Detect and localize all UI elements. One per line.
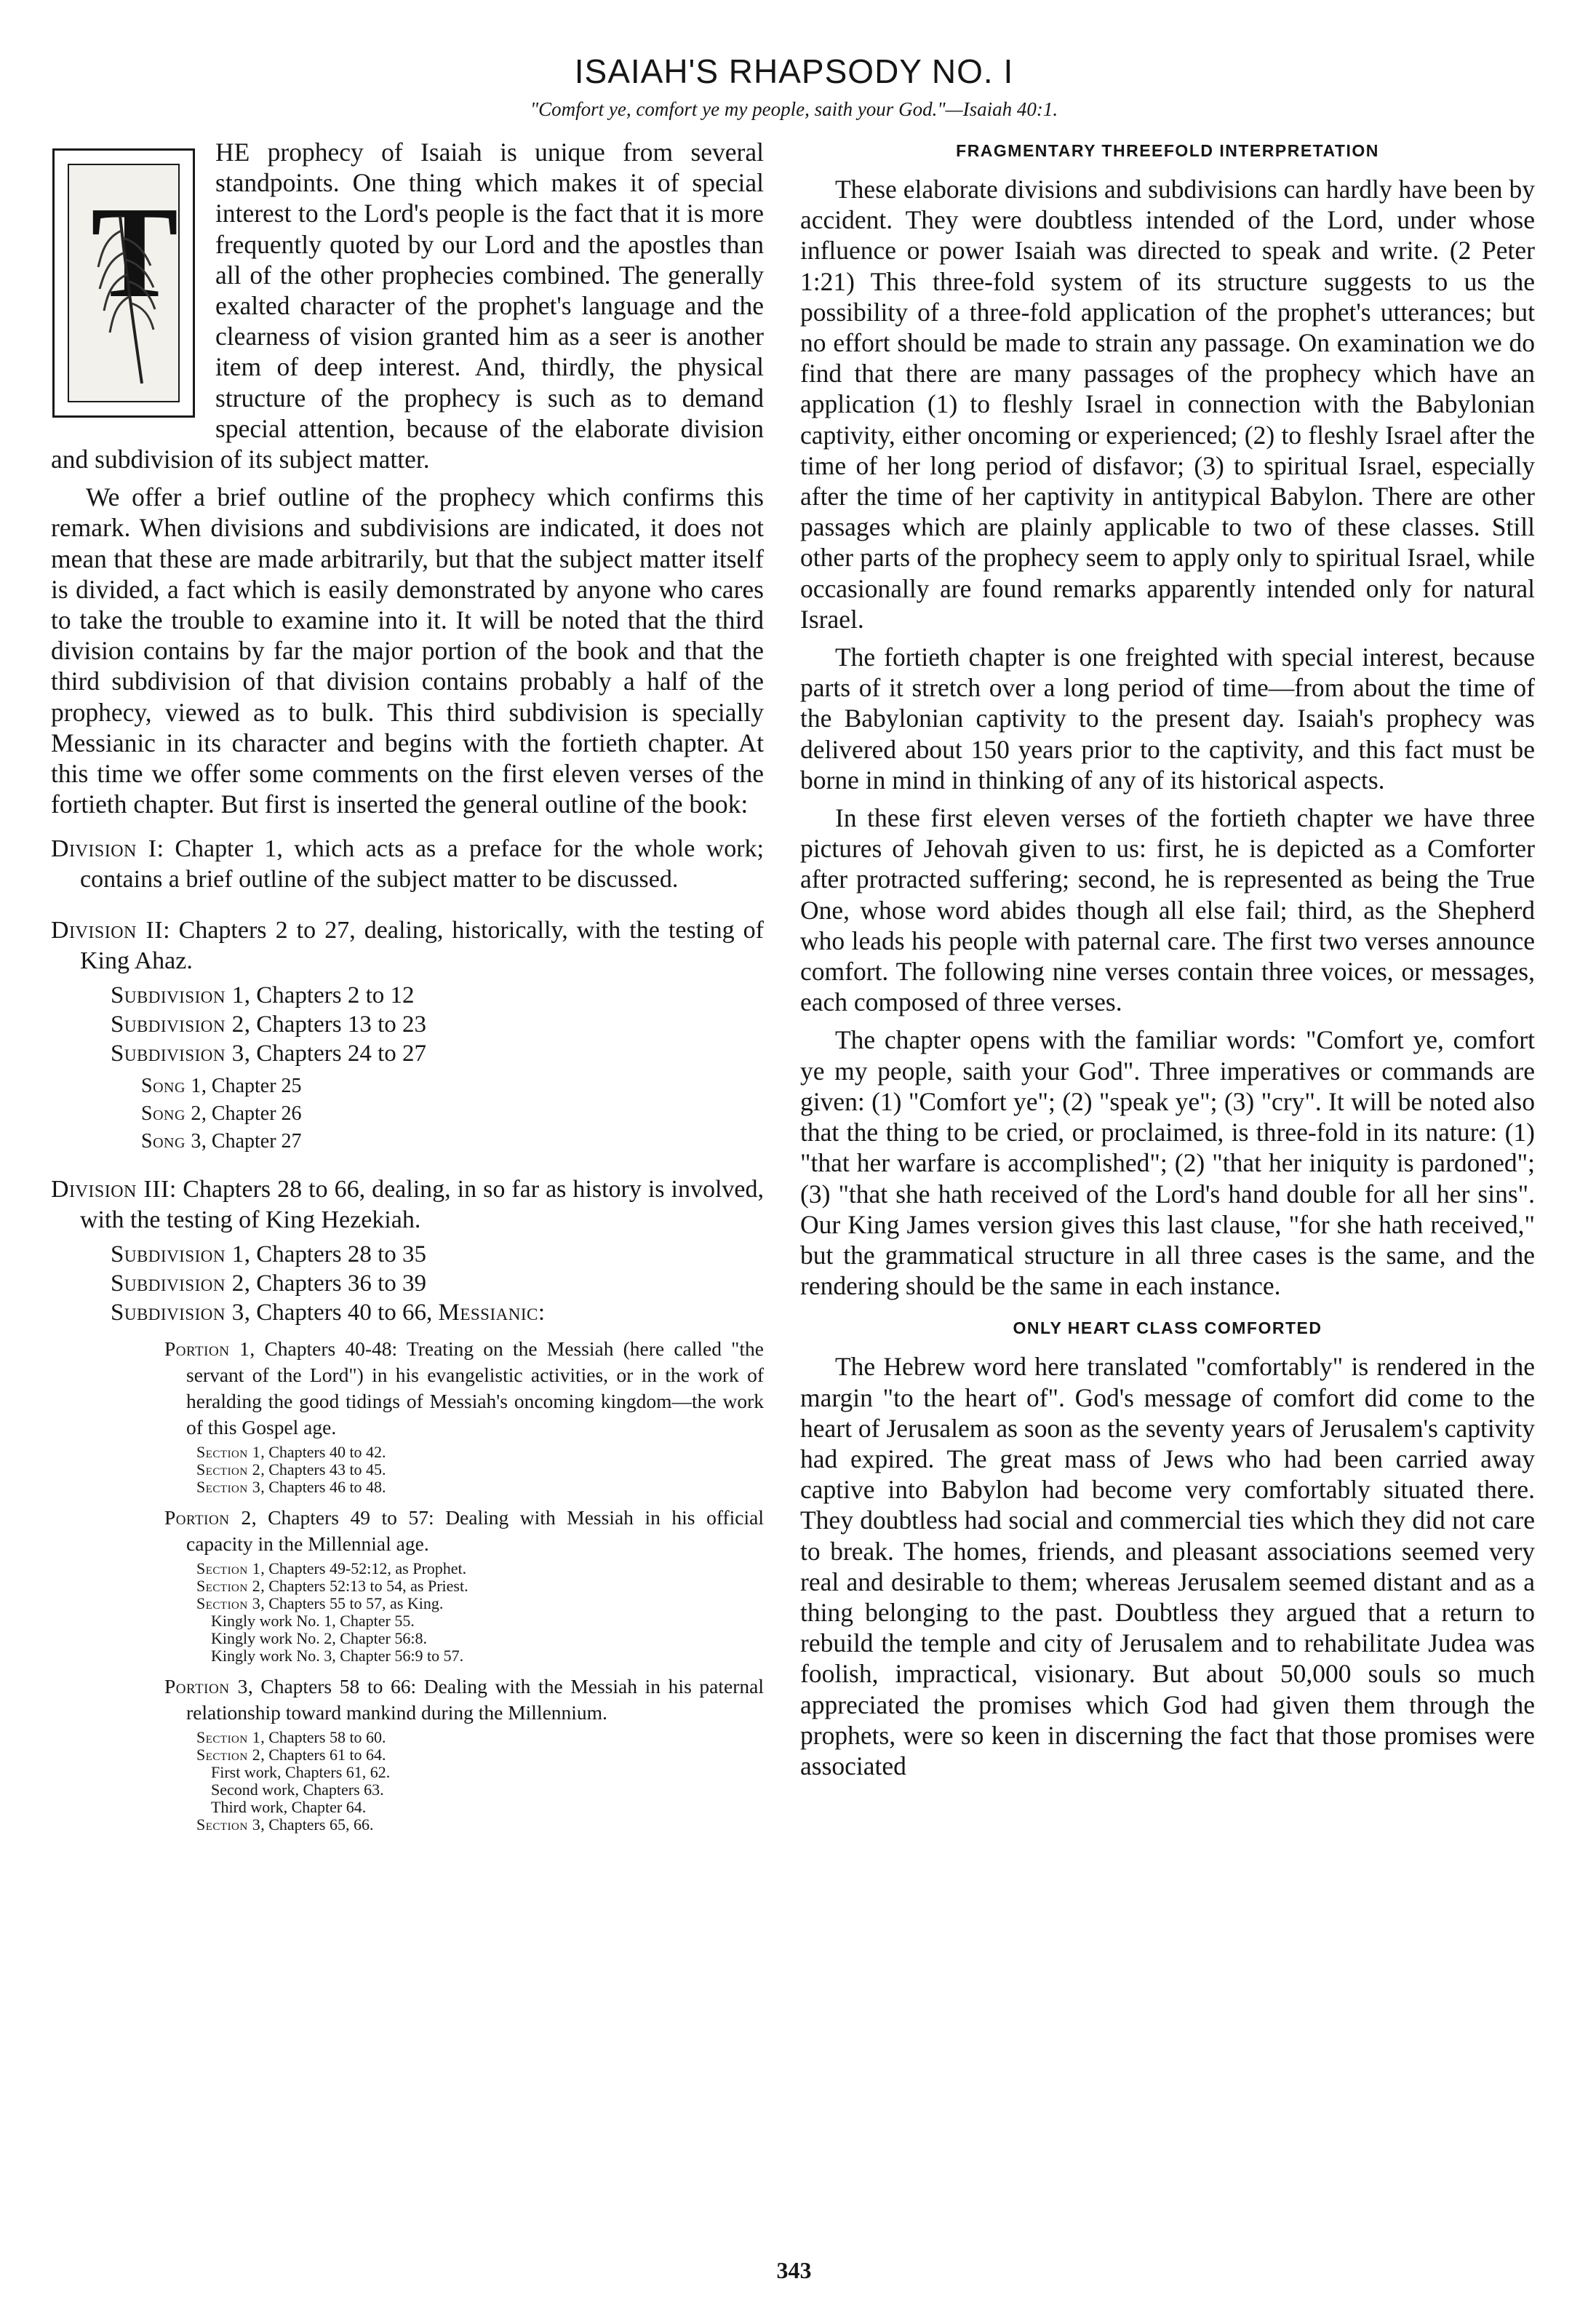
portion-1-section-2 [51,1461,764,1479]
division-2 [51,915,764,976]
portion-2-section-3 [51,1595,764,1612]
portion-3-section-1 [51,1729,764,1746]
subdivision-label: Subdivision 1 [111,1241,244,1268]
section-label: Section 3 [196,1478,261,1497]
division-3-text: : Chapters 28 to 66, dealing, in so far as history is involved, with the testing of King Hezekiah. [80,1176,764,1234]
portion-2-section-1 [51,1560,764,1577]
division-2-subdivision-2 [51,1010,764,1039]
section-label: Section 1 [196,1443,261,1462]
division-2-subdivision-1 [51,981,764,1010]
subdivision-text: , Chapters 40 to 66, [244,1300,439,1326]
portion-2-section-2 [51,1577,764,1595]
kingly-work-3: Kingly work No. 3, Chapter 56:9 to 57. [211,1647,464,1666]
article-title: ISAIAH'S RHAPSODY NO. I [574,52,1014,90]
portion-label: Portion 1 [164,1337,250,1361]
portion-3-sections [51,1729,764,1834]
portion-text: , Chapters 49 to 57: Dealing with Messiah in his official capacity in the Millennial age. [186,1506,764,1556]
kingly-work-1: Kingly work No. 1, Chapter 55. [211,1612,415,1631]
page-number: 343 [776,2257,812,2283]
portion-1-sections [51,1444,764,1496]
paragraph-hebrew-word: The Hebrew word here translated "comfortably" is rendered in the margin "to the heart of". God's message of comfort did come to the heart of Jerusalem as soon as the seventy years of Jerusalem's captivity had expired. The great mass of Jews who had been carried away captive into Babylon had become very comfortably situated there. They doubtless had social and commercial ties which they did not care to break. The homes, friends, and pleasant associations seemed very real and desirable to them; whereas Jerusalem seemed distant and as a thing belonging to the past. Doubtless they argued that a return to rebuild the temple and city of Jerusalem and to rehabilitate Judea was foolish, impractical, visionary. But about 50,000 souls so much appreciated the promises which God had given them through the prophets, were so keen in discerning the fact that those promises were associated [800,1352,1535,1780]
section-text: , Chapters 46 to 48. [260,1478,386,1497]
song-1 [51,1073,764,1100]
section-label: Section 2 [196,1460,261,1479]
song-label: Song 1 [141,1075,202,1098]
division-1-text: : Chapter 1, which acts as a preface for the whole work; contains a brief outline of the subject matter to be discussed. [80,835,764,894]
portion-2-sections [51,1560,764,1665]
portion-2 [51,1505,764,1557]
section-label: Section 2 [196,1746,261,1764]
portion-3-section-3 [51,1816,764,1834]
drop-cap-ornament [52,148,195,418]
paragraph-fortieth-chapter: The fortieth chapter is one freighted with special interest, because parts of it stretch over a long period of time—from about the time of the Babylonian captivity to the present day. Isaiah's prophecy was delivered about 150 years prior to the captivity, and this fact must be borne in mind in thinking of any of its historical aspects. [800,642,1535,795]
song-2 [51,1100,764,1128]
third-work: Third work, Chapter 64. [211,1798,367,1817]
portion-1-section-3 [51,1479,764,1496]
portion-text: , Chapters 58 to 66: Dealing with the Messiah in his paternal relationship toward mankind during the Millennium. [186,1675,764,1724]
division-2-label: Division II [51,917,164,944]
section-label: Section 3 [196,1594,261,1613]
section-text: , Chapters 65, 66. [260,1815,374,1834]
kingly-work-2: Kingly work No. 2, Chapter 56:8. [211,1629,427,1648]
right-column [800,141,1535,1781]
paragraph-divisions: These elaborate divisions and subdivisions can hardly have been by accident. They were doubtless intended of the Lord, under whose influence or power Isaiah was directed to speak and write. (2 Peter 1:21) This three-fold system of its structure suggests to us the possibility of a three-fold application of the prophet's utterances; but no effort should be made to strain any passage. On examination we do find that there are many passages of the prophecy which have an application (1) to fleshly Israel in connection with the Babylonian captivity, either oncoming or experienced; (2) to fleshly Israel after the time of her long period of disfavor; (3) to spiritual Israel, especially after the time of her captivity in antitypical Babylon. There are other passages which are plainly applicable to two of these classes. Still other parts of the prophecy seem to apply only to spiritual Israel, while occasionally are found remarks apparently intended only for natural Israel. [800,175,1535,634]
division-1-label: Division I [51,835,157,863]
song-text: , Chapter 25 [201,1075,302,1098]
subdivision-text: , Chapters 28 to 35 [244,1241,426,1268]
heading-heart-class: ONLY HEART CLASS COMFORTED [1013,1318,1322,1338]
song-3 [51,1128,764,1155]
portion-3 [51,1674,764,1726]
palm-branch-icon [84,172,171,391]
subdivision-label: Subdivision 1 [111,982,244,1009]
portion-label: Portion 3 [164,1675,248,1698]
book-outline [51,834,764,1834]
song-label: Song 3 [141,1130,202,1153]
division-2-subdivision-3 [51,1039,764,1068]
division-1 [51,834,764,895]
division-3 [51,1174,764,1235]
section-label: Section 1 [196,1728,261,1747]
song-text: , Chapter 27 [201,1130,302,1153]
song-label: Song 2 [141,1102,202,1126]
heading-threefold-interpretation: FRAGMENTARY THREEFOLD INTERPRETATION [956,141,1379,160]
portion-label: Portion 2 [164,1506,252,1529]
section-text: , Chapters 49-52:12, as Prophet. [260,1559,467,1578]
portion-text: , Chapters 40-48: Treating on the Messiah (here called "the servant of the Lord") in his evangelistic activities, or in the work of heralding the good tidings of Messiah's oncoming kingdom—the work of this Gospel age. [186,1337,764,1439]
division-2-text: : Chapters 2 to 27, dealing, historically, with the testing of King Ahaz. [80,917,764,975]
paragraph-three-pictures: In these first eleven verses of the fortieth chapter we have three pictures of Jehovah given to us: first, he is depicted as a Comforter after protracted suffering; second, he is represented as being the True One, whose word abides though all else fail; third, as the Shepherd who leads his people with paternal care. The first two verses announce comfort. The following nine verses contain three voices, or messages, each composed of three verses. [800,803,1535,1017]
outline-intro-paragraph: We offer a brief outline of the prophecy which confirms this remark. When divisions and subdivisions are indicated, it does not mean that these are made arbitrarily, but that the subject matter itself is divided, a fact which is easily demonstrated by anyone who cares to take the trouble to examine into it. It will be noted that the third division contains by far the major portion of the book and that the third subdivision of that division contains probably a half of the prophecy, viewed as to bulk. This third subdivision is specially Messianic in its character and begins with the fortieth chapter. At this time we offer some comments on the first eleven verses of the fortieth chapter. But first is inserted the general outline of the book: [51,482,764,819]
messianic-label: Messianic: [438,1300,546,1326]
section-text: , Chapters 55 to 57, as King. [260,1594,444,1613]
epigraph: "Comfort ye, comfort ye my people, saith your God."—Isaiah 40:1. [530,98,1058,120]
section-label: Section 3 [196,1815,261,1834]
second-work: Second work, Chapters 63. [211,1780,384,1799]
division-3-subdivision-1 [51,1240,764,1269]
song-text: , Chapter 26 [201,1102,302,1126]
subdivision-text: , Chapters 36 to 39 [244,1270,426,1297]
subdivision-label: Subdivision 2 [111,1270,244,1297]
left-column [51,137,764,1838]
drop-cap-frame [68,164,180,402]
section-text: , Chapters 52:13 to 54, as Priest. [260,1577,468,1596]
section-label: Section 1 [196,1559,261,1578]
first-work: First work, Chapters 61, 62. [211,1763,391,1782]
subdivision-label: Subdivision 3 [111,1040,244,1067]
subdivision-label: Subdivision 2 [111,1011,244,1038]
drop-cap-letter: T [91,180,179,325]
portion-1 [51,1336,764,1441]
section-text: , Chapters 58 to 60. [260,1728,386,1747]
portion-3-section-2 [51,1746,764,1764]
intro-paragraph: HE prophecy of Isaiah is unique from several standpoints. One thing which makes it of special interest to the Lord's people is the fact that it is more frequently quoted by our Lord and the apostles than all of the other prophecies combined. The generally exalted character of the prophet's language and the clearness of vision granted him as a seer is another item of deep interest. And, thirdly, the physical structure of the prophecy is such as to demand special attention, because of the elaborate division and subdivision of its subject matter. [51,138,764,474]
subdivision-text: , Chapters 24 to 27 [244,1040,426,1067]
section-text: , Chapters 61 to 64. [260,1746,386,1764]
subdivision-text: , Chapters 13 to 23 [244,1011,426,1038]
paragraph-imperatives: The chapter opens with the familiar words: "Comfort ye, comfort ye my people, saith your God". Three imperatives or commands are given: (1) "Comfort ye"; (2) "speak ye"; (3) "cry". It will be noted also that the thing to be cried, or proclaimed, is three-fold in its nature: (1) "that her warfare is accomplished"; (2) "that her iniquity is pardoned"; (3) "that she hath received of the Lord's hand double for all her sins". Our King James version gives this last clause, "for she hath received," but the grammatical structure in all three cases is the same, and the rendering should be the same in each instance. [800,1025,1535,1301]
division-3-label: Division III [51,1176,169,1203]
portion-1-section-1 [51,1444,764,1461]
subdivision-label: Subdivision 3 [111,1300,244,1326]
section-text: , Chapters 43 to 45. [260,1460,386,1479]
section-label: Section 2 [196,1577,261,1596]
division-3-subdivision-3 [51,1298,764,1327]
songs-list [51,1073,764,1155]
division-3-subdivision-2 [51,1269,764,1298]
section-text: , Chapters 40 to 42. [260,1443,386,1462]
subdivision-text: , Chapters 2 to 12 [244,982,415,1009]
